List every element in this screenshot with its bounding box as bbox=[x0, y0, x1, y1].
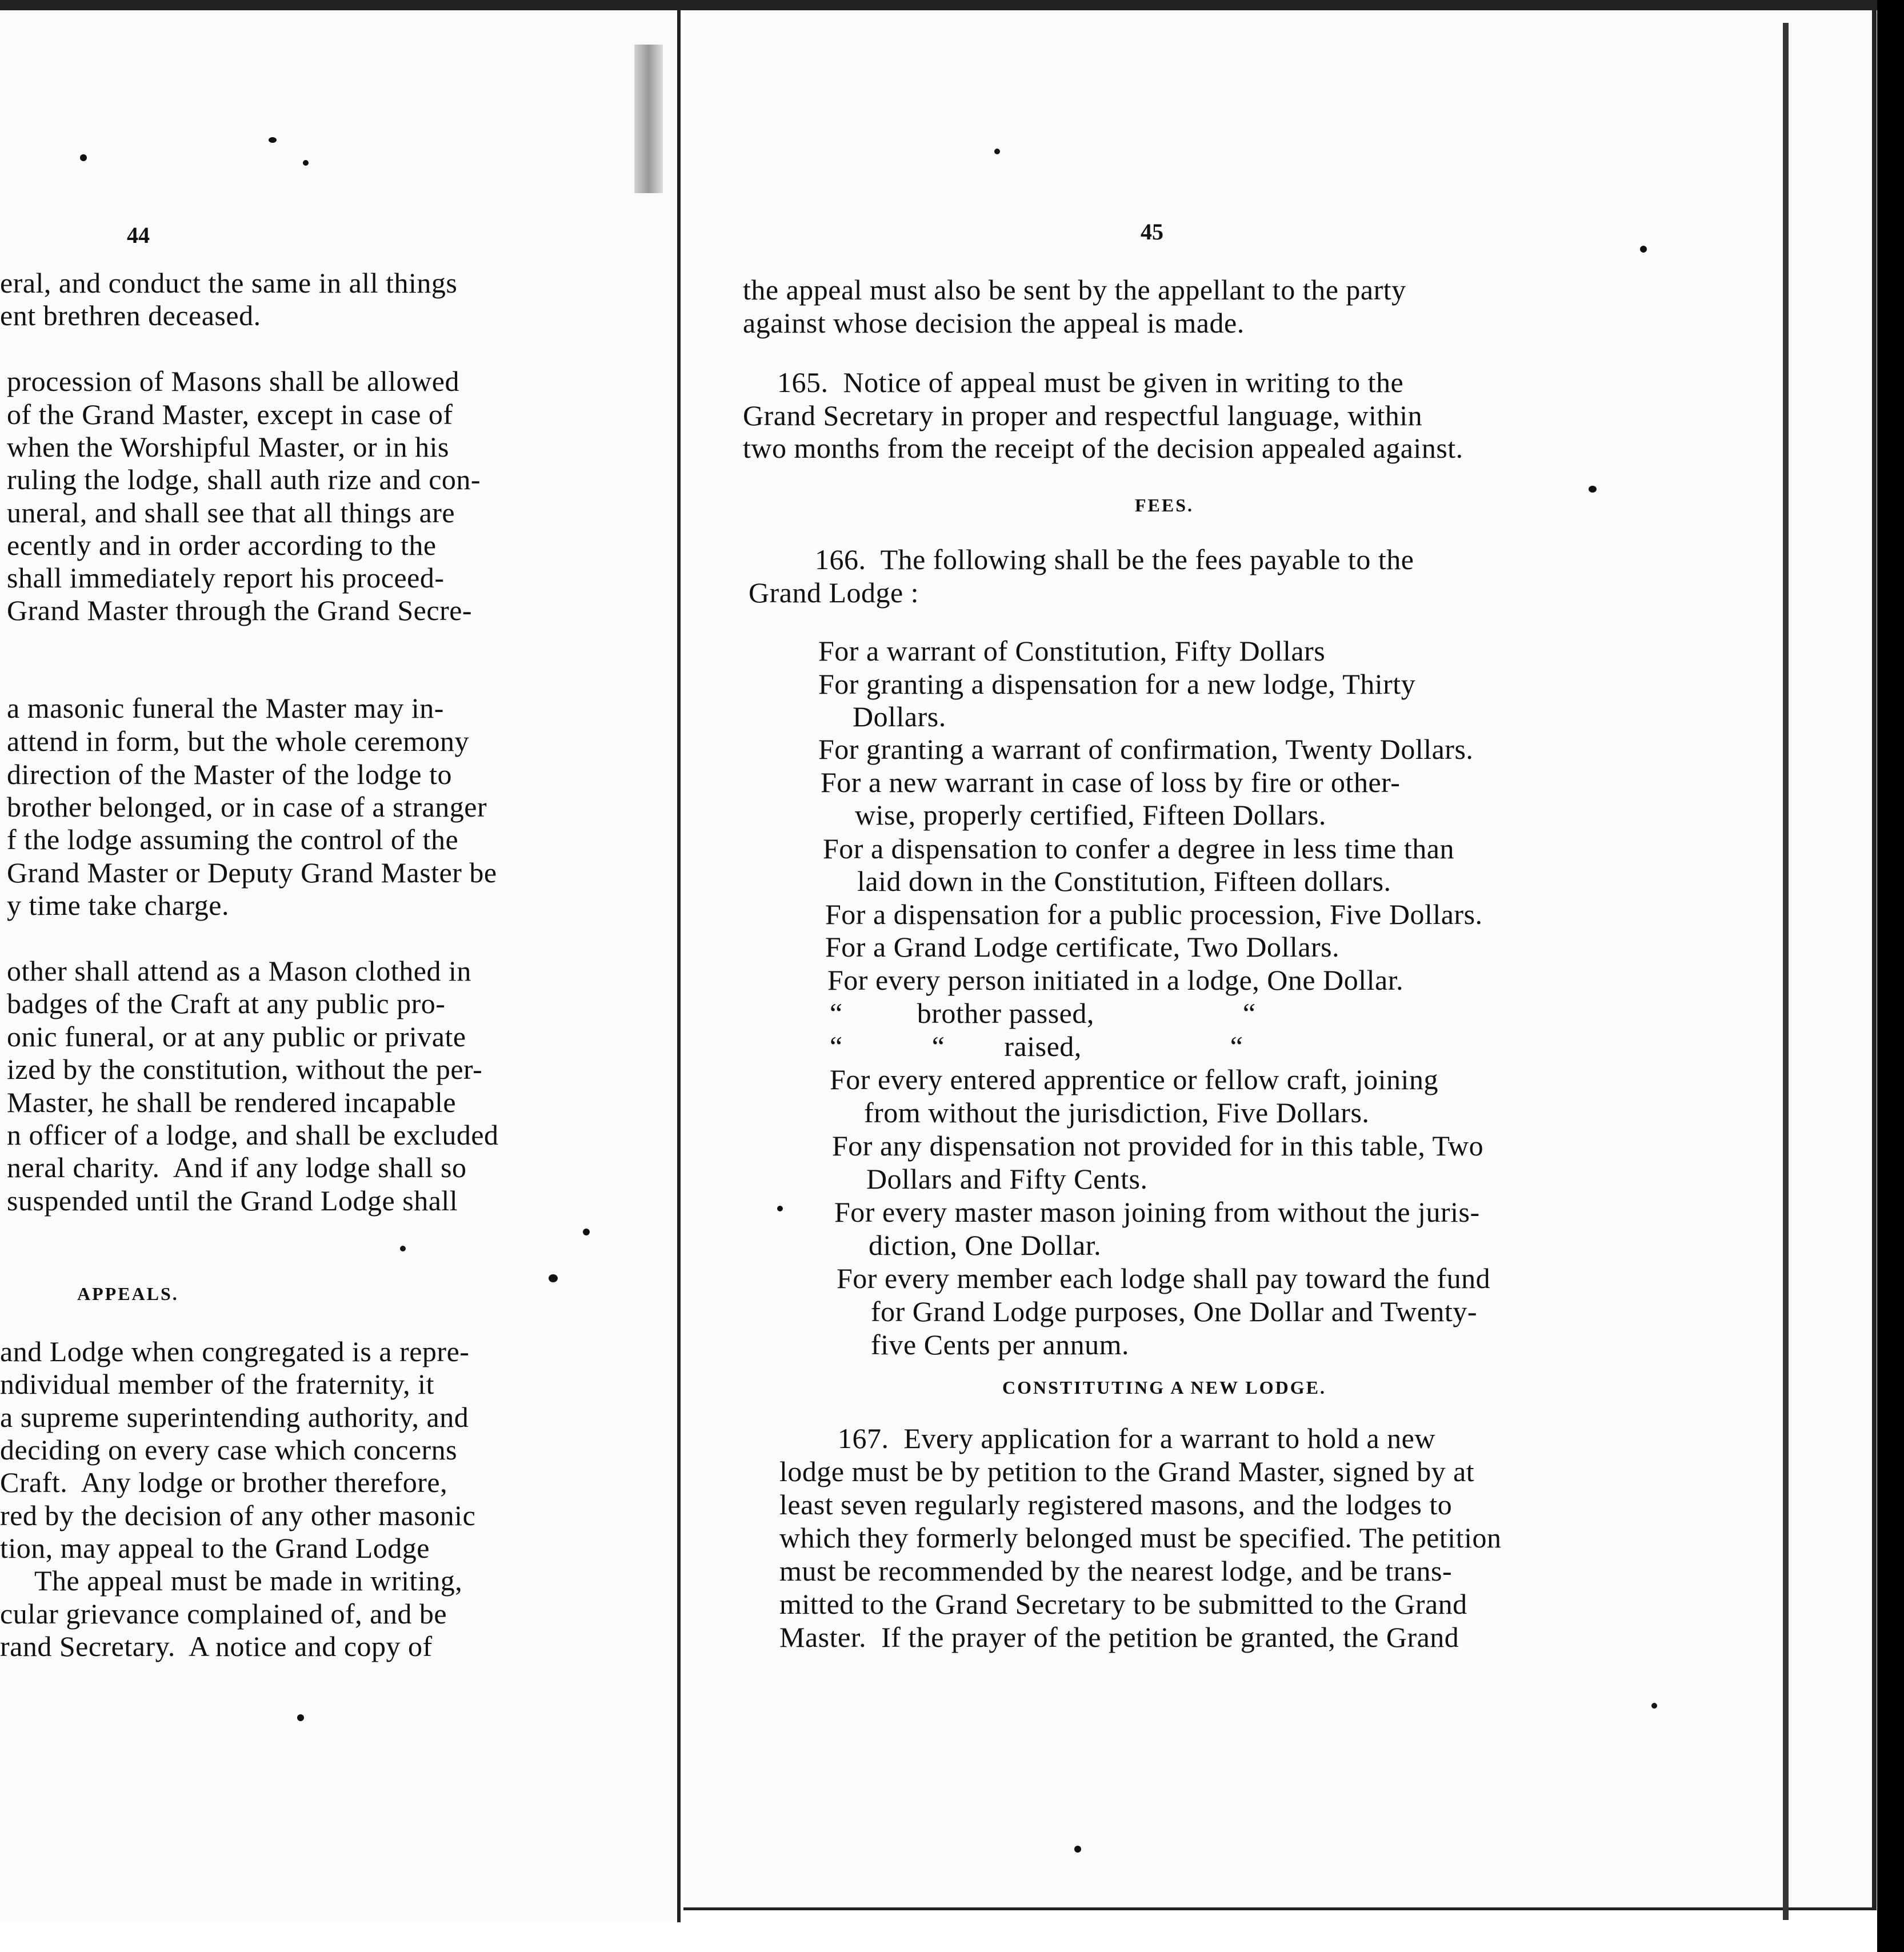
text-line: deciding on every case which concerns bbox=[0, 1434, 458, 1466]
text-line: cular grievance complained of, and be bbox=[0, 1598, 447, 1630]
page-edge-shadow bbox=[1783, 23, 1789, 1920]
text-line: procession of Masons shall be allowed bbox=[7, 365, 459, 397]
fee-item: For a dispensation for a public procession, Five Dollars. bbox=[825, 898, 1483, 930]
scan-black-border bbox=[1877, 0, 1904, 1952]
text-line: attend in form, but the whole ceremony bbox=[7, 725, 470, 757]
text-line: 167. Every application for a warrant to hold a new bbox=[838, 1422, 1435, 1454]
page-number-left: 44 bbox=[127, 222, 150, 248]
fee-item: “ “ raised, “ bbox=[830, 1030, 1243, 1062]
text-line: uneral, and shall see that all things are bbox=[7, 497, 455, 529]
fee-item: diction, One Dollar. bbox=[869, 1229, 1102, 1261]
text-line: Grand Master or Deputy Grand Master be bbox=[7, 857, 497, 889]
text-line: a masonic funeral the Master may in- bbox=[7, 692, 444, 724]
scan-speck bbox=[80, 154, 87, 161]
scan-speck bbox=[777, 1206, 783, 1211]
text-line: Grand Secretary in proper and respectful language, within bbox=[743, 399, 1423, 431]
text-line: ized by the constitution, without the per- bbox=[7, 1053, 483, 1085]
scan-speck bbox=[994, 149, 1000, 154]
fee-item: Dollars. bbox=[853, 701, 946, 733]
text-line: other shall attend as a Mason clothed in bbox=[7, 955, 471, 987]
text-line: Grand Lodge : bbox=[749, 577, 919, 609]
text-line: tion, may appeal to the Grand Lodge bbox=[0, 1532, 430, 1564]
scan-speck bbox=[400, 1246, 406, 1251]
text-line: ecently and in order according to the bbox=[7, 529, 437, 561]
text-line: Master, he shall be rendered incapable bbox=[7, 1086, 457, 1118]
scan-speck bbox=[1651, 1703, 1657, 1709]
fee-item: For every master mason joining from without the juris- bbox=[834, 1196, 1480, 1228]
scan-speck bbox=[269, 137, 277, 143]
text-line: Grand Master through the Grand Secre- bbox=[7, 594, 473, 626]
text-line: Craft. Any lodge or brother therefore, bbox=[0, 1466, 448, 1498]
fee-item: For a dispensation to confer a degree in less time than bbox=[823, 833, 1454, 865]
fee-item: For a new warrant in case of loss by fire or other- bbox=[821, 766, 1401, 798]
text-line: two months from the receipt of the decision appealed against. bbox=[743, 432, 1463, 464]
fee-item: For a Grand Lodge certificate, Two Dollars. bbox=[825, 931, 1340, 963]
binding-gutter bbox=[634, 45, 663, 193]
text-line: the appeal must also be sent by the appellant to the party bbox=[743, 274, 1406, 306]
scan-top-edge bbox=[0, 0, 1880, 10]
right-page bbox=[683, 10, 1877, 1910]
text-line: n officer of a lodge, and shall be excluded bbox=[7, 1119, 499, 1151]
text-line: 165. Notice of appeal must be given in writing to the bbox=[777, 366, 1404, 398]
fee-item: wise, properly certified, Fifteen Dollars. bbox=[855, 799, 1326, 831]
text-line: 166. The following shall be the fees payable to the bbox=[815, 543, 1414, 575]
text-line: shall immediately report his proceed- bbox=[7, 562, 445, 594]
fee-item: For granting a dispensation for a new lodge, Thirty bbox=[818, 668, 1416, 700]
fee-item: Dollars and Fifty Cents. bbox=[866, 1163, 1148, 1195]
fee-item: For every entered apprentice or fellow craft, joining bbox=[830, 1063, 1438, 1095]
text-line: badges of the Craft at any public pro- bbox=[7, 987, 446, 1019]
text-line: must be recommended by the nearest lodge, and be trans- bbox=[779, 1555, 1453, 1587]
scan-speck bbox=[1640, 246, 1647, 253]
fee-item: For every member each lodge shall pay toward the fund bbox=[837, 1262, 1491, 1294]
text-line: a supreme superintending authority, and bbox=[0, 1401, 469, 1433]
fee-item: For granting a warrant of confirmation, Twenty Dollars. bbox=[818, 733, 1474, 765]
text-line: rand Secretary. A notice and copy of bbox=[0, 1630, 433, 1662]
heading-constituting-new-lodge: CONSTITUTING A NEW LODGE. bbox=[1002, 1377, 1326, 1398]
text-line: onic funeral, or at any public or private bbox=[7, 1021, 466, 1053]
text-line: The appeal must be made in writing, bbox=[34, 1565, 463, 1597]
text-line: least seven regularly registered masons, and the lodges to bbox=[779, 1489, 1453, 1521]
text-line: eral, and conduct the same in all things bbox=[0, 267, 458, 299]
text-line: against whose decision the appeal is made. bbox=[743, 307, 1245, 339]
text-line: and Lodge when congregated is a repre- bbox=[0, 1335, 470, 1367]
fee-item: five Cents per annum. bbox=[871, 1329, 1130, 1361]
heading-appeals: APPEALS. bbox=[77, 1283, 179, 1304]
text-line: ent brethren deceased. bbox=[0, 299, 261, 331]
fee-item: from without the jurisdiction, Five Dollars. bbox=[864, 1097, 1370, 1129]
text-line: when the Worshipful Master, or in his bbox=[7, 431, 449, 463]
text-line: red by the decision of any other masonic bbox=[0, 1499, 476, 1531]
scan-speck bbox=[1589, 486, 1597, 493]
text-line: suspended until the Grand Lodge shall bbox=[7, 1185, 458, 1217]
scan-speck bbox=[583, 1229, 590, 1235]
text-line: f the lodge assuming the control of the bbox=[7, 823, 459, 855]
text-line: which they formerly belonged must be specified. The petition bbox=[779, 1522, 1502, 1554]
fee-item: laid down in the Constitution, Fifteen dollars. bbox=[857, 865, 1391, 897]
text-line: of the Grand Master, except in case of bbox=[7, 398, 453, 430]
scan-speck bbox=[549, 1274, 558, 1282]
text-line: mitted to the Grand Secretary to be submitted to the Grand bbox=[779, 1588, 1467, 1620]
text-line: brother belonged, or in case of a stranger bbox=[7, 791, 487, 823]
fee-item: “ brother passed, “ bbox=[830, 997, 1256, 1029]
scan-speck bbox=[303, 160, 309, 166]
scan-speck bbox=[297, 1714, 304, 1721]
text-line: Master. If the prayer of the petition be granted, the Grand bbox=[779, 1621, 1459, 1653]
text-line: neral charity. And if any lodge shall so bbox=[7, 1151, 467, 1183]
page-number-right: 45 bbox=[1141, 219, 1163, 245]
left-page bbox=[0, 10, 681, 1922]
text-line: ruling the lodge, shall auth rize and con- bbox=[7, 463, 481, 495]
fee-item: For a warrant of Constitution, Fifty Dollars bbox=[818, 635, 1326, 667]
scan-speck bbox=[1074, 1846, 1081, 1853]
fee-item: For every person initiated in a lodge, One Dollar. bbox=[827, 964, 1404, 996]
text-line: y time take charge. bbox=[7, 889, 229, 921]
fee-item: for Grand Lodge purposes, One Dollar and Twenty- bbox=[871, 1295, 1477, 1327]
text-line: lodge must be by petition to the Grand Master, signed by at bbox=[779, 1455, 1475, 1487]
heading-fees: FEES. bbox=[1135, 495, 1194, 515]
fee-item: For any dispensation not provided for in this table, Two bbox=[832, 1130, 1484, 1162]
text-line: direction of the Master of the lodge to bbox=[7, 758, 452, 790]
text-line: ndividual member of the fraternity, it bbox=[0, 1368, 434, 1400]
